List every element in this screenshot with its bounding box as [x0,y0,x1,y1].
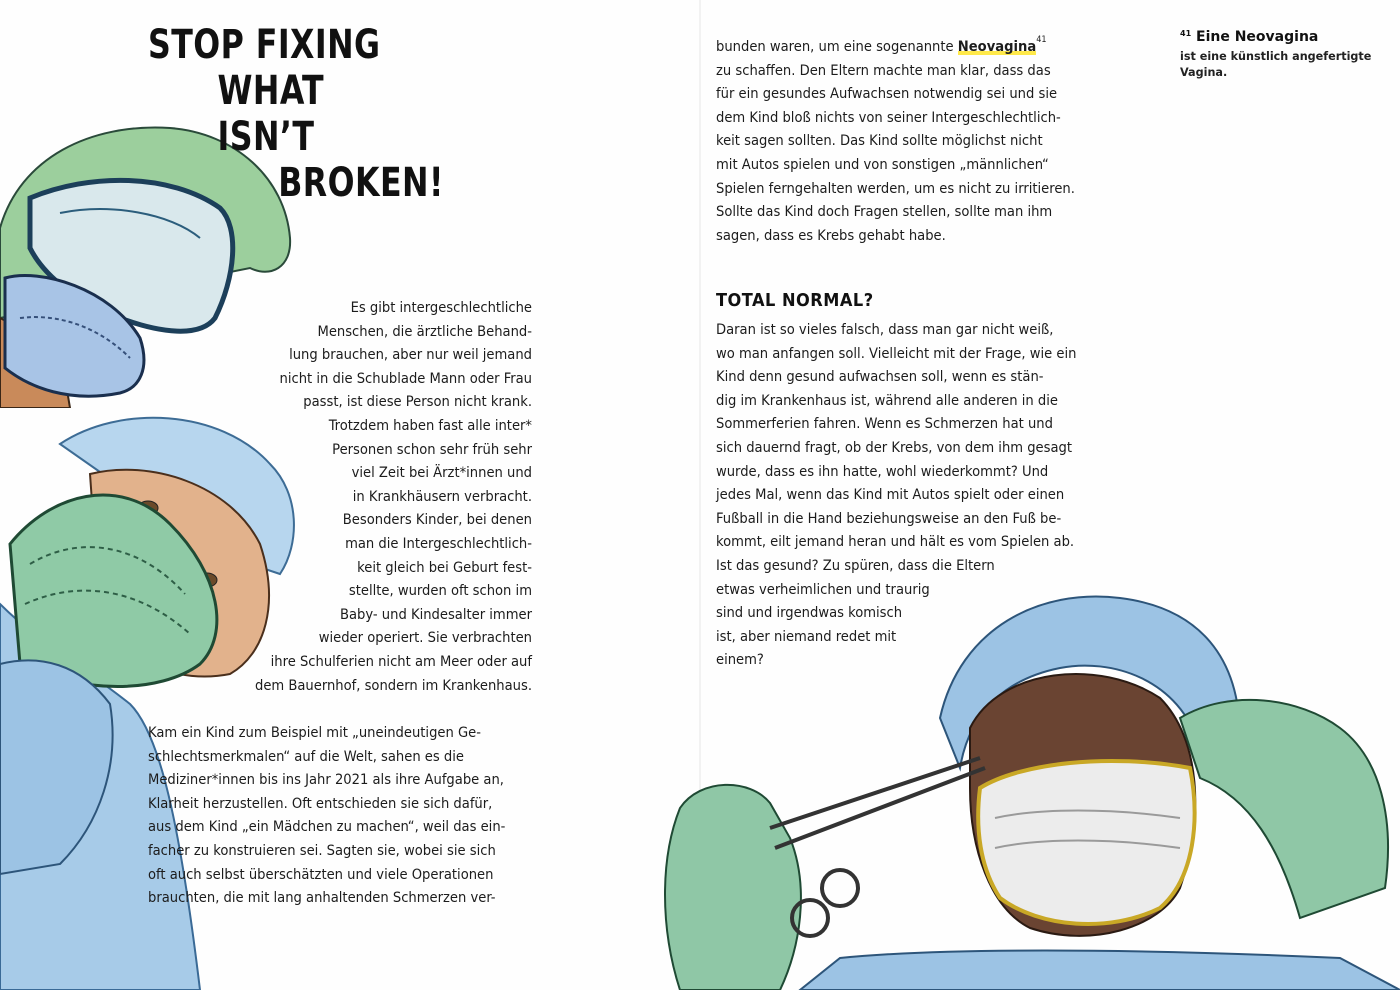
text-line: man die Intergeschlechtlich- [345,534,532,552]
text-line: Personen schon sehr früh sehr [332,440,532,458]
text-line: jedes Mal, wenn das Kind mit Autos spielt oder einen [716,486,1065,504]
text-line [716,35,1116,59]
text-line: wieder operiert. Sie verbrachten [318,629,532,647]
text-line: sind und irgendwas komisch [716,604,903,622]
text-line: ihre Schulferien nicht am Meer oder auf [270,652,532,670]
text-line: schlechtsmerkmalen“ auf die Welt, sahen es die [148,747,464,765]
text-line: Spielen ferngehalten werden, um es nicht zu irritieren. [716,179,1075,197]
text-line: wurde, dass es ihn hatte, wohl wiederkommt? Und [716,462,1049,480]
text-line: in Krankhäusern verbracht. [352,487,532,505]
text-line: keit sagen sollten. Das Kind sollte möglichst nicht [716,132,1043,150]
text-line: etwas verheimlichen und traurig [716,580,930,598]
text-line: Besonders Kinder, bei denen [342,511,532,529]
text-line: Fußball in die Hand beziehungsweise an den Fuß be- [716,509,1062,527]
text-fragment: bunden waren, um eine sogenannte [716,38,958,55]
text-line: Daran ist so vieles falsch, dass man gar nicht weiß, [716,321,1054,338]
text-line: sagen, dass es Krebs gehabt habe. [716,226,946,244]
footnote-body: ist eine künstlich angefertigte Vagina. [1180,50,1372,79]
page-headline [148,22,444,206]
text-line: aus dem Kind „ein Mädchen zu machen“, weil das ein- [148,818,506,836]
side-footnote [1180,29,1380,81]
text-line: Trotzdem haben fast alle inter* [328,416,532,434]
text-line: Kam ein Kind zum Beispiel mit „uneindeutigen Ge- [148,724,481,741]
text-line: dig im Krankenhaus ist, während alle anderen in die [716,391,1058,409]
text-line: zu schaffen. Den Eltern machte man klar, dass das [716,61,1051,79]
text-line: dem Kind bloß nichts von seiner Intergeschlechtlich- [716,108,1061,126]
right-section-paragraph [716,318,1116,672]
highlighted-term: Neovagina [957,38,1037,55]
section-subheading: TOTAL NORMAL? [716,290,874,311]
right-continuation-paragraph [716,35,1116,247]
text-line: Klarheit herzustellen. Oft entschieden sie sich dafür, [148,794,493,812]
text-line: Mediziner*innen bis ins Jahr 2021 als ihre Aufgabe an, [148,771,504,789]
text-line: facher zu konstruieren sei. Sagten sie, wobei sie sich [148,841,496,859]
headline-line-2: WHAT ISN’T [217,68,325,160]
text-line: einem? [716,651,764,669]
text-line: Ist das gesund? Zu spüren, dass die Eltern [716,556,995,574]
text-line: Sommerferien fahren. Wenn es Schmerzen hat und [716,415,1053,433]
text-line: dem Bauernhof, sondern im Krankenhaus. [254,676,532,694]
text-line: lung brauchen, aber nur weil jemand [289,346,532,364]
headline-line-1: STOP FIXING [148,22,381,68]
left-intro-paragraph [0,296,532,697]
text-line: wo man anfangen soll. Vielleicht mit der Frage, wie ein [716,344,1077,362]
text-line: kommt, eilt jemand heran und hält es vom Spielen ab. [716,533,1075,551]
text-line: für ein gesundes Aufwachsen notwendig sei und sie [716,85,1058,103]
footnote-title [1180,29,1380,45]
headline-line-3: BROKEN! [278,160,444,206]
text-line: Kind denn gesund aufwachsen soll, wenn es stän- [716,368,1044,386]
text-line: Menschen, die ärztliche Behand- [317,322,532,340]
text-line: oft auch selbst überschätzten und viele Operationen [148,865,494,883]
text-line: passt, ist diese Person nicht krank. [303,393,532,411]
text-line: Sollte das Kind doch Fragen stellen, sollte man ihm [716,203,1053,221]
text-line: keit gleich bei Geburt fest- [357,558,532,576]
text-line: Es gibt intergeschlechtliche [350,299,532,316]
footnote-number: 41 [1180,29,1192,38]
footnote-reference[interactable]: 41 [1036,35,1047,45]
footnote-term: Eine Neovagina [1196,29,1319,45]
text-line: stellte, wurden oft schon im [348,582,532,600]
left-second-paragraph [148,721,528,910]
text-line: brauchten, die mit lang anhaltenden Schmerzen ver- [148,889,496,907]
text-line: ist, aber niemand redet mit [716,627,897,645]
text-line: mit Autos spielen und von sonstigen „männlichen“ [716,155,1049,173]
text-line: nicht in die Schublade Mann oder Frau [279,369,532,387]
text-line: sich dauernd fragt, ob der Krebs, von dem ihm gesagt [716,438,1073,456]
text-line: Baby- und Kindesalter immer [340,605,532,623]
text-line: viel Zeit bei Ärzt*innen und [351,464,532,482]
